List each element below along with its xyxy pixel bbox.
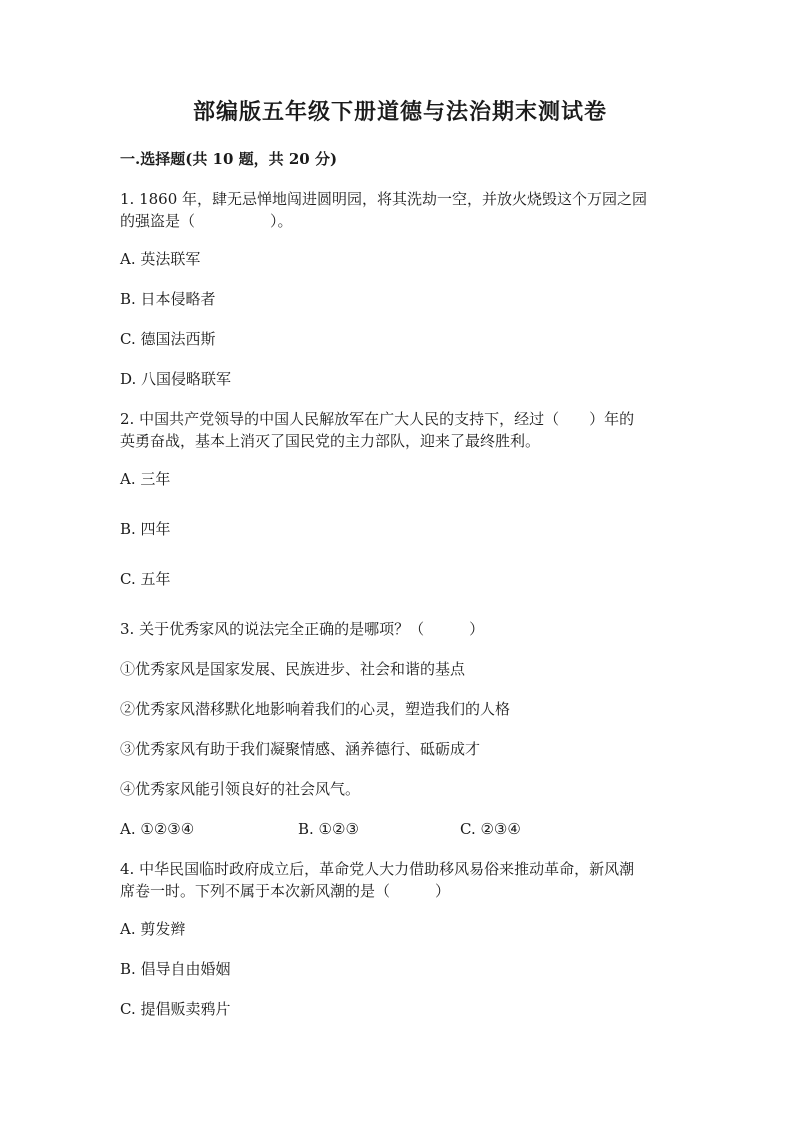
question-2-option-b: B. 四年	[120, 520, 171, 538]
question-1-stem-line-1: 1. 1860 年，肆无忌惮地闯进圆明园，将其洗劫一空，并放火烧毁这个万园之园	[120, 190, 648, 208]
question-3-option-c: C. ②③④	[460, 820, 521, 838]
question-1-option-b: B. 日本侵略者	[120, 290, 216, 308]
question-3-statement-3: ③优秀家风有助于我们凝聚情感、涵养德行、砥砺成才	[120, 740, 481, 758]
question-4-option-a: A. 剪发辫	[120, 920, 186, 938]
question-3-stem: 3. 关于优秀家风的说法完全正确的是哪项？（ ）	[120, 620, 485, 638]
question-2-stem-line-2: 英勇奋战，基本上消灭了国民党的主力部队，迎来了最终胜利。	[120, 432, 541, 450]
question-4-option-c: C. 提倡贩卖鸦片	[120, 1000, 231, 1018]
question-4-option-b: B. 倡导自由婚姻	[120, 960, 231, 978]
question-2-stem-line-1: 2. 中国共产党领导的中国人民解放军在广大人民的支持下，经过（ ）年的	[120, 410, 635, 428]
question-1-option-a: A. 英法联军	[120, 250, 201, 268]
question-4-stem-line-1: 4. 中华民国临时政府成立后，革命党人大力借助移风易俗来推动革命，新风潮	[120, 860, 635, 878]
question-1-option-d: D. 八国侵略联军	[120, 370, 232, 388]
question-2-option-a: A. 三年	[120, 470, 171, 488]
question-1-option-c: C. 德国法西斯	[120, 330, 216, 348]
document-title: 部编版五年级下册道德与法治期末测试卷	[192, 99, 607, 125]
section-heading: 一.选择题(共 10 题，共 20 分)	[120, 150, 338, 168]
question-3-option-b: B. ①②③	[298, 820, 359, 838]
question-3-statement-2: ②优秀家风潜移默化地影响着我们的心灵，塑造我们的人格	[120, 700, 511, 718]
question-1-stem-line-2: 的强盗是（ ）。	[120, 212, 293, 230]
question-2-option-c: C. 五年	[120, 570, 171, 588]
question-3-statement-1: ①优秀家风是国家发展、民族进步、社会和谐的基点	[120, 660, 466, 678]
question-3-statement-4: ④优秀家风能引领良好的社会风气。	[120, 780, 361, 798]
question-4-stem-line-2: 席卷一时。下列不属于本次新风潮的是（ ）	[120, 882, 451, 900]
question-3-option-a: A. ①②③④	[120, 820, 195, 838]
